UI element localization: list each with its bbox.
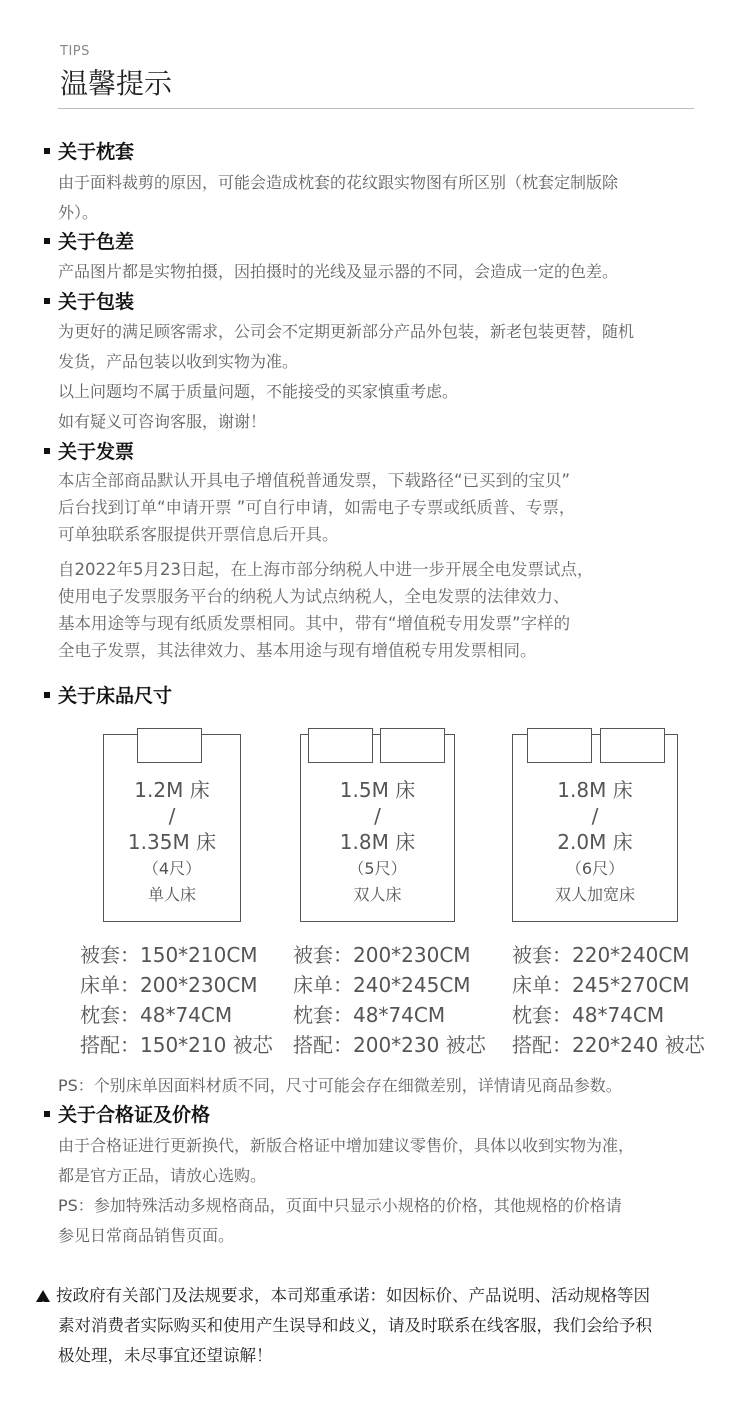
spec-line: 枕套：48*74CM xyxy=(293,1003,446,1027)
spec-line: 床单：240*245CM xyxy=(293,973,471,997)
text-line: 基本用途等与现有纸质发票相同。其中，带有“增值税专用发票”字样的 xyxy=(58,614,571,633)
spec-line: 被套：200*230CM xyxy=(293,943,471,967)
text-line: 以上问题均不属于质量问题，不能接受的买家慎重考虑。 xyxy=(58,382,459,401)
spec-line: 被套：150*210CM xyxy=(80,943,258,967)
spec-list-single xyxy=(80,940,273,1060)
text-line: 为更好的满足顾客需求，公司会不定期更新部分产品外包装，新老包装更替，随机 xyxy=(58,322,635,341)
text-line xyxy=(36,1281,706,1311)
bed-text-size-a: 1.5M 床 xyxy=(339,778,416,802)
text-line: 自2022年5月23日起，在上海市部分纳税人中进一步开展全电发票试点， xyxy=(58,560,594,579)
spec-line: 床单：200*230CM xyxy=(80,973,258,997)
bed-text-size-a: 1.2M 床 xyxy=(134,778,210,802)
bed-text-type: 双人床 xyxy=(353,885,402,904)
pillow xyxy=(527,728,592,763)
bed-text-size-a: 1.8M 床 xyxy=(557,778,633,802)
section-text-certificate xyxy=(58,1131,708,1251)
section-title-certificate: 关于合格证及价格 xyxy=(44,1104,210,1126)
text-line: 如有疑义可咨询客服，谢谢！ xyxy=(58,412,267,431)
text-line: 可单独联系客服提供开票信息后开具。 xyxy=(58,525,339,544)
size-note: PS：个别床单因面料材质不同，尺寸可能会存在细微差别，详情请见商品参数。 xyxy=(58,1076,622,1095)
text-line: 发货，产品包装以收到实物为准。 xyxy=(58,352,299,371)
spec-line: 枕套：48*74CM xyxy=(512,1003,665,1027)
section-text-color xyxy=(58,257,708,287)
bed-text-type: 双人加宽床 xyxy=(554,885,635,904)
notice-line: 按政府有关部门及法规要求，本司郑重承诺：如因标价、产品说明、活动规格等因 xyxy=(56,1286,650,1305)
warning-icon xyxy=(36,1290,50,1302)
text-line: 产品图片都是实物拍摄，因拍摄时的光线及显示器的不同，会造成一定的色差。 xyxy=(58,262,619,281)
legal-notice xyxy=(36,1281,706,1371)
text-line: 外）。 xyxy=(58,203,99,222)
spec-line: 搭配：220*240 被芯 xyxy=(512,1033,705,1057)
text-line: 全电子发票，其法律效力、基本用途与现有增值税专用发票相同。 xyxy=(58,641,537,660)
section-text-invoice-2 xyxy=(58,556,708,664)
pillow xyxy=(308,728,373,763)
text-line: 后台找到订单“申请开票 ”可自行申请，如需电子专票或纸质普、专票， xyxy=(58,498,576,517)
section-title-invoice: 关于发票 xyxy=(44,441,134,463)
bed-text-size-b: 2.0M 床 xyxy=(557,830,633,854)
text-line: 极处理，未尽事宜还望谅解！ xyxy=(58,1346,273,1365)
text-line: 参见日常商品销售页面。 xyxy=(58,1226,235,1245)
spec-list-wide-double xyxy=(512,940,705,1060)
bed-text-separator: / xyxy=(168,804,176,828)
bed-text-type: 单人床 xyxy=(147,885,196,904)
section-title-bedding-size: 关于床品尺寸 xyxy=(44,685,172,707)
pillow xyxy=(137,728,202,763)
bed-text-chi: （6尺） xyxy=(565,859,625,878)
spec-line: 床单：245*270CM xyxy=(512,973,690,997)
spec-line: 枕套：48*74CM xyxy=(80,1003,233,1027)
bed-text-chi: （4尺） xyxy=(142,859,202,878)
text-line: 使用电子发票服务平台的纳税人为试点纳税人，全电发票的法律效力、 xyxy=(58,587,570,606)
bed-text-separator: / xyxy=(374,804,381,828)
text-line: 由于面料裁剪的原因，可能会造成枕套的花纹跟实物图有所区别（枕套定制版除 xyxy=(58,173,619,192)
text-line: PS：参加特殊活动多规格商品，页面中只显示小规格的价格，其他规格的价格请 xyxy=(58,1196,622,1215)
text-line: 素对消费者实际购买和使用产生误导和歧义，请及时联系在线客服，我们会给予积 xyxy=(58,1316,652,1335)
section-title-color: 关于色差 xyxy=(44,231,134,253)
page-title: 温馨提示 xyxy=(60,67,173,100)
bed-text-size-b: 1.35M 床 xyxy=(127,830,217,854)
text-line: 由于合格证进行更新换代，新版合格证中增加建议零售价，具体以收到实物为准， xyxy=(58,1136,635,1155)
pillow xyxy=(380,728,445,763)
bed-text-size-b: 1.8M 床 xyxy=(339,830,416,854)
bed-text-separator: / xyxy=(591,804,599,828)
text-line: 都是官方正品，请放心选购。 xyxy=(58,1166,267,1185)
tips-label: TIPS xyxy=(60,44,90,59)
spec-line: 搭配：200*230 被芯 xyxy=(293,1033,486,1057)
section-text-pillowcase xyxy=(58,168,708,228)
section-text-packaging xyxy=(58,317,708,437)
bed-text-chi: （5尺） xyxy=(348,859,407,878)
title-divider xyxy=(58,108,694,109)
pillow xyxy=(600,728,665,763)
text-line: 本店全部商品默认开具电子增值税普通发票，下载路径“已买到的宝贝” xyxy=(58,471,571,490)
spec-line: 被套：220*240CM xyxy=(512,943,690,967)
spec-list-double xyxy=(293,940,486,1060)
section-text-invoice-1 xyxy=(58,467,708,548)
section-title-pillowcase: 关于枕套 xyxy=(44,141,134,163)
section-title-packaging: 关于包装 xyxy=(44,291,134,313)
spec-line: 搭配：150*210 被芯 xyxy=(80,1033,273,1057)
